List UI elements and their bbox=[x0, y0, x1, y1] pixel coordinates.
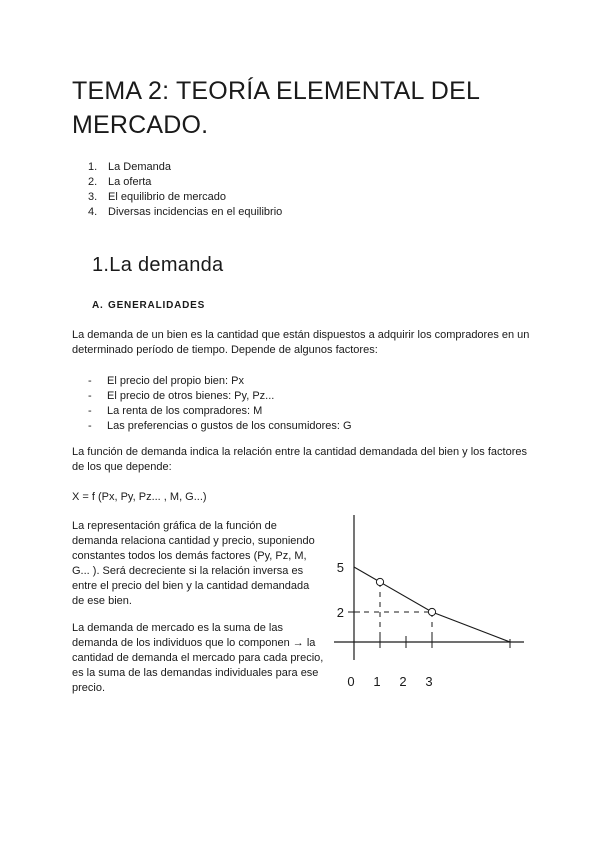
data-point bbox=[428, 608, 435, 615]
subsection-number: A. bbox=[92, 300, 104, 311]
demand-formula: X = f (Px, Py, Pz... , M, G...) bbox=[72, 491, 207, 503]
y-tick-label: 5 bbox=[336, 560, 344, 575]
table-of-contents bbox=[88, 160, 282, 220]
section-number: 1. bbox=[92, 254, 110, 276]
toc-label: El equilibrio de mercado bbox=[108, 191, 227, 203]
toc-number: 3. bbox=[88, 191, 98, 203]
paragraph-graphical-representation: La representación gráfica de la función de demanda relaciona cantidad y precio, suponiendo constantes todos los demás factores (Py, Pz, M, G... ). Será decreciente si la relación inversa es entre el precio del bien y la cantidad demandada de ese bien. bbox=[72, 520, 315, 607]
list-item-text: Las preferencias o gustos de los consumidores: G bbox=[107, 420, 352, 432]
dash-bullet: - bbox=[88, 375, 92, 387]
toc-number: 1. bbox=[88, 161, 98, 173]
demand-curve-chart bbox=[320, 515, 530, 695]
y-tick-label: 2 bbox=[336, 605, 344, 620]
subsection-title: GENERALIDADES bbox=[108, 300, 206, 311]
dash-bullet: - bbox=[88, 420, 92, 432]
toc-label: La Demanda bbox=[108, 161, 171, 173]
paragraph-demand-function: La función de demanda indica la relación entre la cantidad demandada del bien y los factores de los que depende: bbox=[72, 446, 527, 473]
document-title: TEMA 2: TEORÍA ELEMENTAL DEL MERCADO. bbox=[72, 77, 480, 139]
list-item bbox=[88, 374, 352, 389]
list-item bbox=[88, 404, 352, 419]
x-tick-label: 1 bbox=[373, 674, 381, 689]
list-item-text: El precio del propio bien: Px bbox=[107, 375, 244, 387]
subsection-heading bbox=[92, 300, 205, 311]
toc-item bbox=[88, 190, 282, 205]
factors-list bbox=[88, 374, 352, 434]
data-point bbox=[376, 578, 383, 585]
toc-label: Diversas incidencias en el equilibrio bbox=[108, 206, 283, 218]
dash-bullet: - bbox=[88, 390, 92, 402]
x-tick-label: 0 bbox=[347, 674, 355, 689]
x-tick-label: 3 bbox=[425, 674, 433, 689]
toc-item bbox=[88, 160, 282, 175]
demand-line bbox=[354, 567, 510, 642]
x-tick-label: 2 bbox=[399, 674, 407, 689]
toc-number: 2. bbox=[88, 176, 98, 188]
toc-number: 4. bbox=[88, 206, 98, 218]
toc-label: La oferta bbox=[108, 176, 152, 188]
list-item-text: El precio de otros bienes: Py, Pz... bbox=[107, 390, 275, 402]
toc-item bbox=[88, 205, 282, 220]
list-item bbox=[88, 419, 352, 434]
section-heading bbox=[92, 254, 223, 277]
paragraph-market-demand: La demanda de mercado es la suma de las demanda de los individuos que lo componen → la cantidad de demanda el mercado para cada precio, es la suma de las demandas individuales para ese precio. bbox=[72, 622, 324, 694]
paragraph-definition: La demanda de un bien es la cantidad que están dispuestos a adquirir los compradores en un determinado período de tiempo. Depende de algunos factores: bbox=[72, 329, 530, 356]
list-item bbox=[88, 389, 352, 404]
list-item-text: La renta de los compradores: M bbox=[107, 405, 263, 417]
dash-bullet: - bbox=[88, 405, 92, 417]
section-title: La demanda bbox=[109, 254, 224, 276]
toc-item bbox=[88, 175, 282, 190]
